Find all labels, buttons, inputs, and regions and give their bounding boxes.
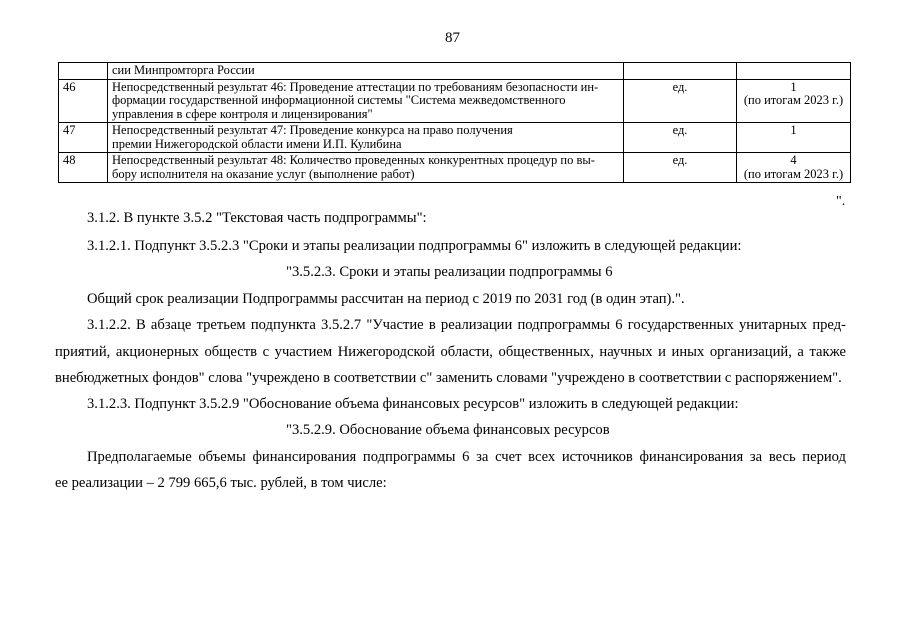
paragraph-3-1-2-2-line-2 (55, 344, 846, 361)
paragraph-3-1-2-3: 3.1.2.3. Подпункт 3.5.2.9 "Обоснование объема финансовых ресурсов" изложить в следующей редакции: (87, 396, 739, 412)
row-number-cell: 48 (59, 153, 108, 183)
row-number-cell: 46 (59, 79, 108, 123)
result-name-line: премии Нижегородской области имени И.П. Кулибина (112, 136, 402, 151)
value-line: 4 (790, 153, 797, 167)
paragraph-term: Общий срок реализации Подпрограммы рассчитан на период с 2019 по 2031 год (в один этап).". (87, 291, 685, 307)
heading-3-5-2-9: "3.5.2.9. Обоснование объема финансовых ресурсов (286, 422, 610, 438)
result-name-line: Непосредственный результат 48: Количество проведенных конкурентных процедур по вы- (112, 153, 595, 167)
result-name-cell (108, 79, 624, 123)
result-name-line: управления в сфере контроля и лицензирования" (112, 106, 373, 121)
results-table (58, 62, 851, 183)
value-cell (737, 123, 851, 153)
value-line: (по итогам 2023 г.) (743, 166, 844, 181)
page-number: 87 (445, 30, 460, 46)
table-row (59, 153, 851, 183)
table-row (59, 79, 851, 123)
table-row (59, 123, 851, 153)
paragraph-3-1-2-1: 3.1.2.1. Подпункт 3.5.2.3 "Сроки и этапы реализации подпрограммы 6" изложить в следующей редакции: (87, 238, 742, 254)
results-table-body (59, 63, 851, 183)
value-line: 1 (790, 123, 797, 137)
paragraph-line-text: Предполагаемые объемы финансирования подпрограммы 6 за счет всех источников финансирования за весь период (87, 449, 846, 465)
table-row (59, 63, 851, 80)
result-name-cell (108, 63, 624, 80)
unit-cell: ед. (624, 123, 737, 153)
result-name-line: сии Минпромторга России (112, 63, 255, 77)
value-cell (737, 63, 851, 80)
paragraph-financing-line-1 (87, 449, 846, 466)
table-closing-quote: ". (836, 194, 846, 209)
heading-3-5-2-3: "3.5.2.3. Сроки и этапы реализации подпрограммы 6 (286, 264, 613, 280)
result-name-line: Непосредственный результат 46: Проведение аттестации по требованиям безопасности ин- (112, 79, 599, 94)
row-number-cell (59, 63, 108, 80)
paragraph-3-1-2: 3.1.2. В пункте 3.5.2 "Текстовая часть подпрограммы": (87, 210, 427, 226)
paragraph-financing-line-2: ее реализации – 2 799 665,6 тыс. рублей, в том числе: (55, 475, 387, 491)
value-line: 1 (790, 79, 797, 94)
value-cell (737, 79, 851, 123)
result-name-cell (108, 123, 624, 153)
unit-cell: ед. (624, 79, 737, 123)
paragraph-line-text: 3.1.2.2. В абзаце третьем подпункта 3.5.2.7 "Участие в реализации подпрограммы 6 государственных унитарных пред- (87, 317, 846, 333)
unit-cell (624, 63, 737, 80)
value-cell (737, 153, 851, 183)
paragraph-3-1-2-2-line-1 (87, 317, 846, 334)
result-name-cell (108, 153, 624, 183)
result-name-line: бору исполнителя на оказание услуг (выполнение работ) (112, 166, 415, 181)
unit-cell: ед. (624, 153, 737, 183)
row-number-cell: 47 (59, 123, 108, 153)
paragraph-line-text: приятий, акционерных обществ с участием Нижегородской области, общественных, научных и иных организаций, а также (55, 344, 846, 360)
paragraph-3-1-2-2-line-3: внебюджетных фондов" слова "учреждено в соответствии с" заменить словами "учреждено в соответствии с распоряжением". (55, 370, 842, 386)
result-name-line: формации государственной информационной системы "Система межведомственного (112, 93, 566, 107)
result-name-line: Непосредственный результат 47: Проведение конкурса на право получения (112, 123, 513, 137)
value-line: (по итогам 2023 г.) (743, 93, 844, 107)
